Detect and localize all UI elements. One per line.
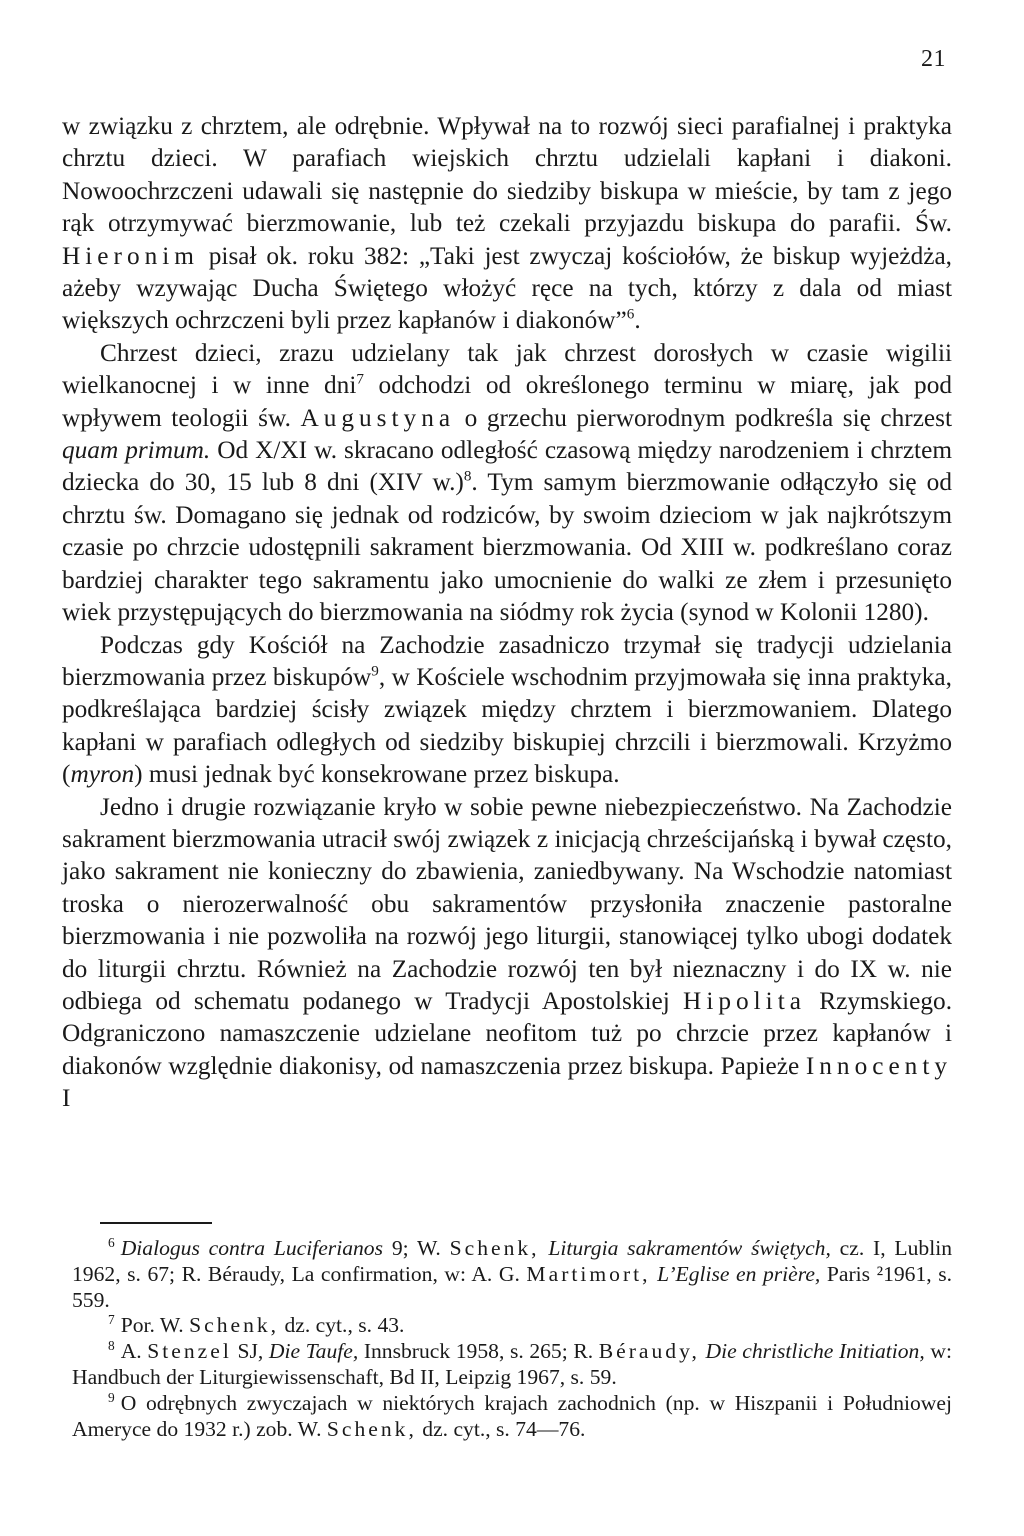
text-run: , w Kościele wschodnim przyjmowała się inna praktyka, podkreślająca bardziej ścisły związek między chrztem i bierzmowaniem. Dlatego kapłani w parafiach odległych od siedziby biskupiej chrzcili i bierzmowali. Krzyżmo ( (62, 662, 952, 789)
text-run: I (62, 1084, 71, 1113)
author-name-augustyna: Augustyna (300, 403, 456, 432)
paragraph-2 (62, 337, 952, 629)
text-run: dz. cyt., s. 43. (284, 1313, 405, 1338)
text-run: o grzechu pierworodnym podkreśla się chrzest (464, 403, 953, 432)
footnote-number: 6 (108, 1234, 115, 1250)
text-run: A. (120, 1339, 142, 1364)
work-title: L’Eglise en prière, (657, 1261, 821, 1286)
text-run: dz. cyt., s. 74—76. (422, 1416, 586, 1441)
footnote-ref-9: 9 (371, 662, 379, 680)
author-name-innocenty: Innocenty (805, 1051, 953, 1080)
text-run: pisał ok. roku 382: „Taki jest zwyczaj kościołów, że biskup wyjeżdża, ażeby wzywając Ducha Świętego włożyć ręce na tych, którzy z dala od miast większych ochrzczeni byli przez kapłanów i diakonów” (62, 241, 952, 335)
footnote-separator (100, 1222, 212, 1224)
footnotes (72, 1236, 952, 1442)
text-run: . (634, 306, 641, 335)
footnote-7 (72, 1313, 952, 1339)
footnote-8 (72, 1339, 952, 1391)
text-run: Paris ²1961, s. 559. (72, 1261, 952, 1312)
footnote-9 (72, 1391, 952, 1443)
author-name-hieronim: Hieronim (62, 241, 199, 270)
text-run: odchodzi od określonego terminu w miarę, jak pod wpływem teologii św. (62, 371, 952, 432)
text-run: w: Handbuch der Liturgiewissenschaft, Bd II, Leipzig 1967, s. 59. (72, 1339, 952, 1389)
text-run: Podczas gdy Kościół na Zachodzie zasadniczo trzymał się tradycji udzielania bierzmowania przez biskupów (62, 630, 952, 691)
paragraph-1 (62, 110, 952, 337)
term-myron: myron (70, 760, 135, 789)
text-run: O odrębnych zwyczajach w niektórych krajach zachodnich (np. w Hiszpanii i Południowej Ameryce do 1932 r.) zob. W. (72, 1390, 952, 1441)
text-run: Jedno i drugie rozwiązanie kryło w sobie pewne niebezpieczeństwo. Na Zachodzie sakrament bierzmowania utracił swój związek z inicjacją chrześcijańską i bywał często, jako sakrament nie konieczny do zbawienia, zaniedbywany. Na Wschodzie natomiast troska o nierozerwalność obu sakramentów przysłoniła znaczenie pastoralne bierzmowania i nie pozwoliła na rozwój jego liturgii, stanowiącej tylko ubogi dodatek do liturgii chrztu. Również na Zachodzie rozwój ten był nieznaczny i do IX w. nie odbiega od schematu podanego w Tradycji Apostolskiej (62, 792, 952, 1015)
text-run: Por. W. (120, 1313, 184, 1338)
text-run: Rzymskiego. Odgraniczono namaszczenie udzielane neofitom tuż po chrzcie przez kapłanów i diakonów względnie diakonisy, od namaszczenia przez biskupa. Papieże (62, 986, 953, 1080)
work-title: Die Taufe, (268, 1339, 359, 1364)
main-text (62, 110, 952, 1115)
author-name: Schenk, (189, 1313, 280, 1338)
author-name: Béraudy, (598, 1339, 700, 1364)
paragraph-3 (62, 629, 952, 791)
work-title: Die christliche Initiation, (705, 1339, 925, 1364)
text-run: . Tym samym bierzmowanie odłączyło się od chrztu św. Domagano się jednak od rodziców, by swoim dzieciom w jak najkrótszym czasie po chrzcie udostępnili sakrament bierzmowania. Od XIII w. podkreślano coraz bardziej charakter tego sakramentu jako umocnienie do walki ze złem i przesunięto wiek przystępujących do bierzmowania na siódmy rok życia (synod w Kolonii 1280). (62, 468, 952, 627)
text-run: ) musi jednak być konsekrowane przez biskupa. (134, 760, 620, 789)
author-name: Martimort, (526, 1261, 651, 1286)
page-number: 21 (921, 46, 946, 72)
text-run: Od X/XI w. skracano odległość czasową między narodzeniem i chrztem dziecka do 30, 15 lub 8 dni (XIV w.) (62, 436, 952, 497)
author-name: Schenk, (449, 1236, 540, 1260)
author-name: Stenzel (147, 1339, 232, 1364)
footnote-6 (72, 1236, 952, 1313)
text-run: SJ, (237, 1339, 264, 1364)
footnote-ref-7: 7 (356, 370, 364, 388)
author-name-hipolita: Hipolita (683, 986, 806, 1015)
latin-phrase: quam primum. (62, 436, 211, 465)
text-run: w związku z chrztem, ale odrębnie. Wpływał na to rozwój sieci parafialnej i praktyka chrztu dzieci. W parafiach wiejskich chrztu udzielali kapłani i diakoni. Nowoochrzczeni udawali się następnie do siedziby biskupa w mieście, by tam z jego rąk otrzymywać bierzmowanie, lub też czekali przyjazdu biskupa do parafii. Św. (62, 112, 952, 238)
text-run: Chrzest dzieci, zrazu udzielany tak jak chrzest dorosłych w czasie wigilii wielkanocnej i w inne dni (62, 338, 952, 400)
text-run: 9; W. (391, 1236, 441, 1260)
work-title: Liturgia sakramentów świętych, (548, 1236, 831, 1260)
author-name: Schenk, (326, 1416, 417, 1441)
footnote-ref-6: 6 (626, 306, 635, 324)
footnote-number: 9 (108, 1389, 115, 1405)
footnote-ref-8: 8 (463, 468, 472, 486)
paragraph-4 (62, 791, 952, 1115)
text-run: Innsbruck 1958, s. 265; R. (363, 1339, 594, 1364)
work-title: Dialogus contra Luciferianos (120, 1236, 384, 1260)
footnote-number: 7 (108, 1312, 115, 1328)
text-run: cz. I, Lublin 1962, s. 67; R. Béraudy, La confirmation, w: A. G. (72, 1236, 952, 1286)
footnote-number: 8 (108, 1338, 115, 1353)
